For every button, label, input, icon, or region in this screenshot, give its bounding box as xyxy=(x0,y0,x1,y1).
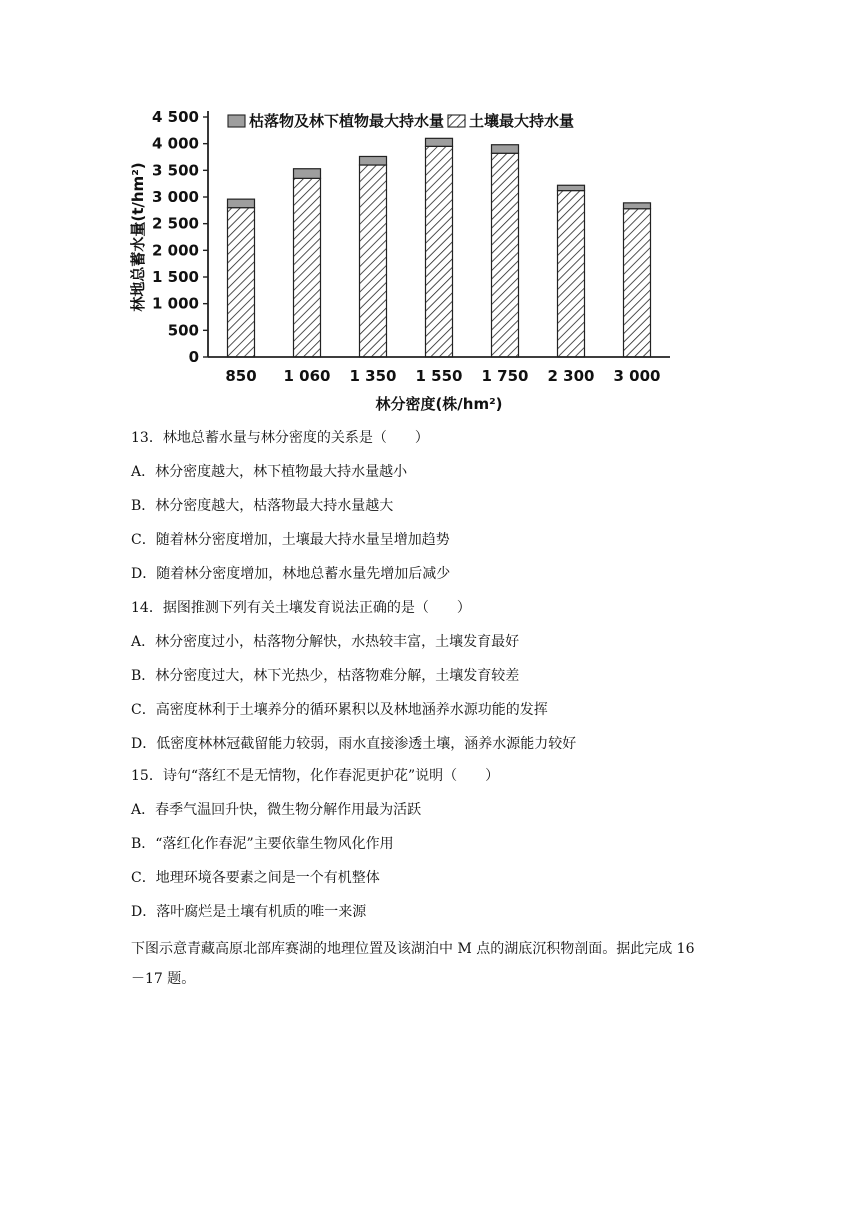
question-15-option-b: B．“落红化作春泥”主要依靠生物风化作用 xyxy=(131,836,394,852)
bar-litter-1 xyxy=(294,169,321,179)
x-tick-label-3: 1 550 xyxy=(415,367,463,385)
x-axis-title: 林分密度(株/hm²) xyxy=(375,395,503,413)
bar-soil-1 xyxy=(294,178,321,357)
intro-line-1: 下图示意青藏高原北部库赛湖的地理位置及该湖泊中 M 点的湖底沉积物剖面。据此完成 16 xyxy=(131,941,695,957)
question-14-option-d: D．低密度林林冠截留能力较弱，雨水直接渗透土壤，涵养水源能力较好 xyxy=(131,736,577,752)
question-14-option-b: B．林分密度过大，林下光热少，枯落物难分解，土壤发育较差 xyxy=(131,668,520,684)
y-tick-label-6: 3 000 xyxy=(152,188,199,206)
bar-soil-3 xyxy=(426,146,453,357)
y-tick-label-5: 2 500 xyxy=(152,214,199,233)
question-15-stem: 15．诗句“落红不是无情物，化作春泥更护花”说明（ ） xyxy=(131,768,500,784)
bar-soil-4 xyxy=(492,153,519,357)
legend-label-1: 土壤最大持水量 xyxy=(469,112,575,130)
y-tick-label-9: 4 500 xyxy=(152,108,199,126)
question-13-option-d: D．随着林分密度增加，林地总蓄水量先增加后减少 xyxy=(131,566,451,582)
question-14-option-c: C．高密度林利于土壤养分的循环累积以及林地涵养水源功能的发挥 xyxy=(131,702,548,718)
bar-soil-2 xyxy=(360,165,387,357)
question-13-option-b: B．林分密度越大，枯落物最大持水量越大 xyxy=(131,498,394,514)
y-tick-label-7: 3 500 xyxy=(152,161,199,180)
y-tick-label-1: 500 xyxy=(167,321,199,340)
legend-swatch-1 xyxy=(448,115,465,127)
y-tick-label-8: 4 000 xyxy=(152,134,199,153)
bar-litter-0 xyxy=(228,199,255,208)
question-15-option-c: C．地理环境各要素之间是一个有机整体 xyxy=(131,870,380,886)
x-tick-label-2: 1 350 xyxy=(349,367,397,385)
y-tick-label-2: 1 000 xyxy=(152,294,199,313)
intro-line-2: －17 题。 xyxy=(131,971,196,987)
y-tick-label-4: 2 000 xyxy=(152,241,199,260)
question-13-option-a: A．林分密度越大，林下植物最大持水量越小 xyxy=(131,464,408,480)
question-13-stem: 13．林地总蓄水量与林分密度的关系是（ ） xyxy=(131,430,429,446)
question-13 xyxy=(131,428,751,598)
x-tick-label-4: 1 750 xyxy=(481,367,529,385)
intro-paragraph xyxy=(131,934,731,994)
question-13-option-c: C．随着林分密度增加，土壤最大持水量呈增加趋势 xyxy=(131,532,450,548)
bar-soil-0 xyxy=(228,208,255,357)
question-15 xyxy=(131,766,751,936)
y-tick-label-0: 0 xyxy=(188,348,199,366)
question-14-stem: 14．据图推测下列有关土壤发育说法正确的是（ ） xyxy=(131,600,471,616)
question-14-option-a: A．林分密度过小，枯落物分解快，水热较丰富，土壤发育最好 xyxy=(131,634,520,650)
bar-litter-2 xyxy=(360,156,387,165)
water-storage-chart xyxy=(110,100,700,420)
y-axis-title: 林地总蓄水量(t/hm²) xyxy=(129,162,147,312)
question-15-option-d: D．落叶腐烂是土壤有机质的唯一来源 xyxy=(131,904,367,920)
bar-litter-3 xyxy=(426,138,453,146)
question-15-option-a: A．春季气温回升快，微生物分解作用最为活跃 xyxy=(131,802,422,818)
y-tick-label-3: 1 500 xyxy=(152,268,199,286)
x-tick-label-6: 3 000 xyxy=(613,367,661,385)
x-tick-label-5: 2 300 xyxy=(547,367,595,385)
bar-litter-5 xyxy=(558,185,585,190)
legend-label-0: 枯落物及林下植物最大持水量 xyxy=(249,112,445,130)
legend-swatch-0 xyxy=(228,115,245,127)
chart-svg xyxy=(110,100,700,420)
bar-soil-5 xyxy=(558,191,585,357)
bar-litter-6 xyxy=(624,203,651,209)
x-tick-label-0: 850 xyxy=(225,367,257,385)
question-14 xyxy=(131,598,751,768)
x-tick-label-1: 1 060 xyxy=(283,367,331,385)
bar-litter-4 xyxy=(492,145,519,154)
bar-soil-6 xyxy=(624,209,651,357)
